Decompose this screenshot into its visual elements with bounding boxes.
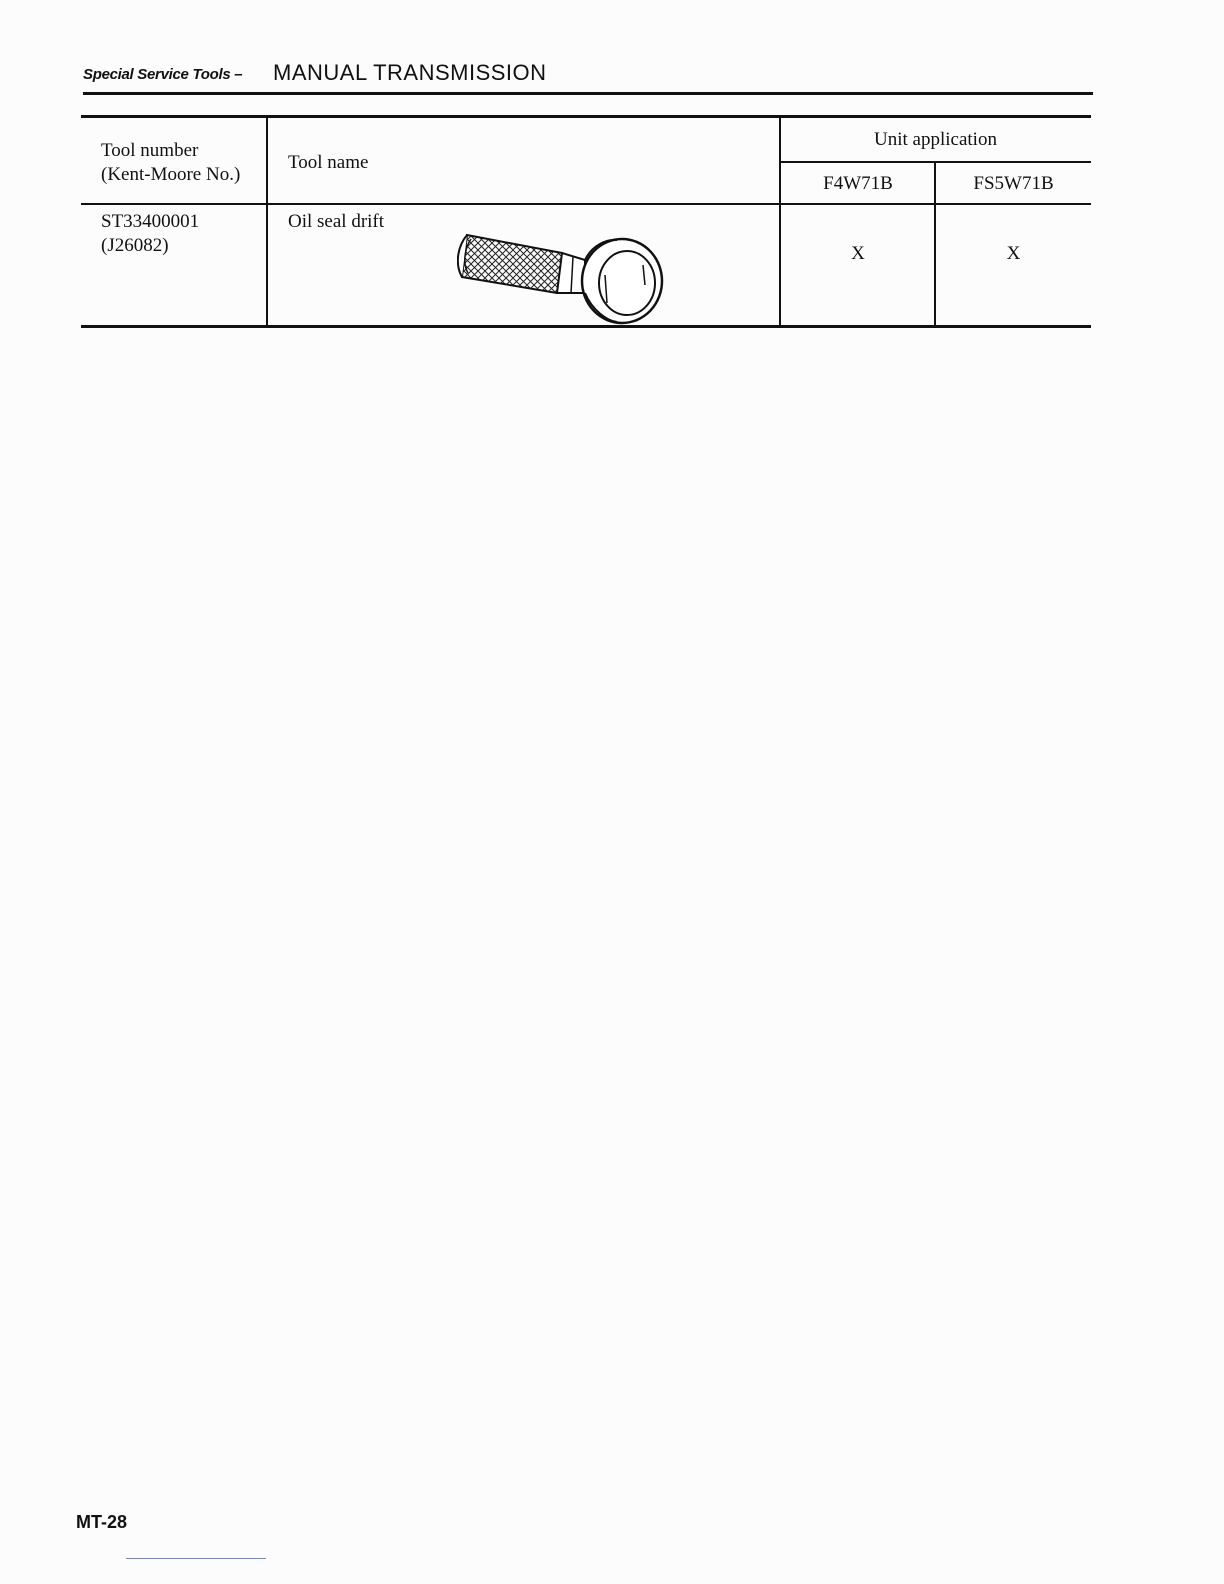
table-top-rule bbox=[81, 115, 1091, 118]
footer-rule bbox=[126, 1558, 266, 1559]
special-service-tools-table bbox=[81, 115, 1091, 328]
col-header-unit-application: Unit application bbox=[874, 129, 997, 150]
tool-name-value: Oil seal drift bbox=[288, 211, 385, 232]
col-header-tool-name: Tool name bbox=[288, 152, 369, 173]
kent-moore-value: (J26082) bbox=[101, 235, 169, 256]
col-header-fs5w71b: FS5W71B bbox=[973, 173, 1054, 194]
oil-seal-drift-illustration bbox=[457, 215, 667, 325]
page-number: MT-28 bbox=[76, 1512, 128, 1532]
f4w71b-mark: X bbox=[851, 243, 865, 264]
col-header-tool-number bbox=[101, 139, 240, 187]
header-prefix: Special Service Tools – bbox=[83, 66, 243, 83]
table-row-tool-number bbox=[101, 210, 199, 258]
col-header-tool-number-line2: (Kent-Moore No.) bbox=[101, 164, 241, 185]
table-bottom-rule bbox=[81, 325, 1091, 328]
tool-number-value: ST33400001 bbox=[101, 211, 200, 232]
col-header-tool-number-line1: Tool number bbox=[101, 140, 199, 161]
header-bottom-rule bbox=[81, 203, 1091, 205]
col-header-f4w71b: F4W71B bbox=[823, 173, 893, 194]
fs5w71b-mark: X bbox=[1006, 243, 1021, 264]
col-divider-1 bbox=[266, 115, 268, 328]
header-title: MANUAL TRANSMISSION bbox=[273, 60, 547, 85]
page-header bbox=[83, 60, 1093, 95]
